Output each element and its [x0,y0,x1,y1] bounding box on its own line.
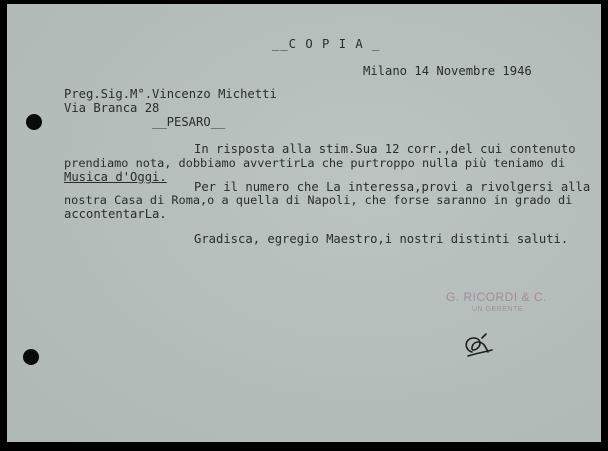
body-p2-line1: Per il numero che La interessa,provi a rivolgersi alla [194,180,591,194]
recipient-street: Via Branca 28 [64,101,160,115]
punch-hole-top [26,114,42,130]
letter-heading: __C O P I A _ [272,37,381,51]
body-p2-line2: nostra Casa di Roma,o a quella di Napoli, che forse saranno in grado di [64,193,573,207]
body-p2-line3: accontentarLa. [64,207,167,221]
letter-date: Milano 14 Novembre 1946 [363,64,532,78]
company-stamp [446,290,547,313]
recipient-city: __PESARO__ [152,115,226,129]
stamp-role: UN GERENTE [472,306,523,313]
recipient-name: Preg.Sig.M°.Vincenzo Michetti [64,87,277,101]
punch-hole-bottom [23,349,39,365]
handwritten-signature [458,330,498,360]
body-p1-line3: Musica d'Oggi. [64,170,167,184]
body-p1-line2: prendiamo nota, dobbiamo avvertirLa che purtroppo nulla più teniamo di [64,156,566,170]
body-p1-line1: In risposta alla stim.Sua 12 corr.,del cui contenuto [194,142,576,156]
closing-line: Gradisca, egregio Maestro,i nostri distinti saluti. [194,232,569,246]
stamp-company-name: G. RICORDI & C. [446,290,547,304]
